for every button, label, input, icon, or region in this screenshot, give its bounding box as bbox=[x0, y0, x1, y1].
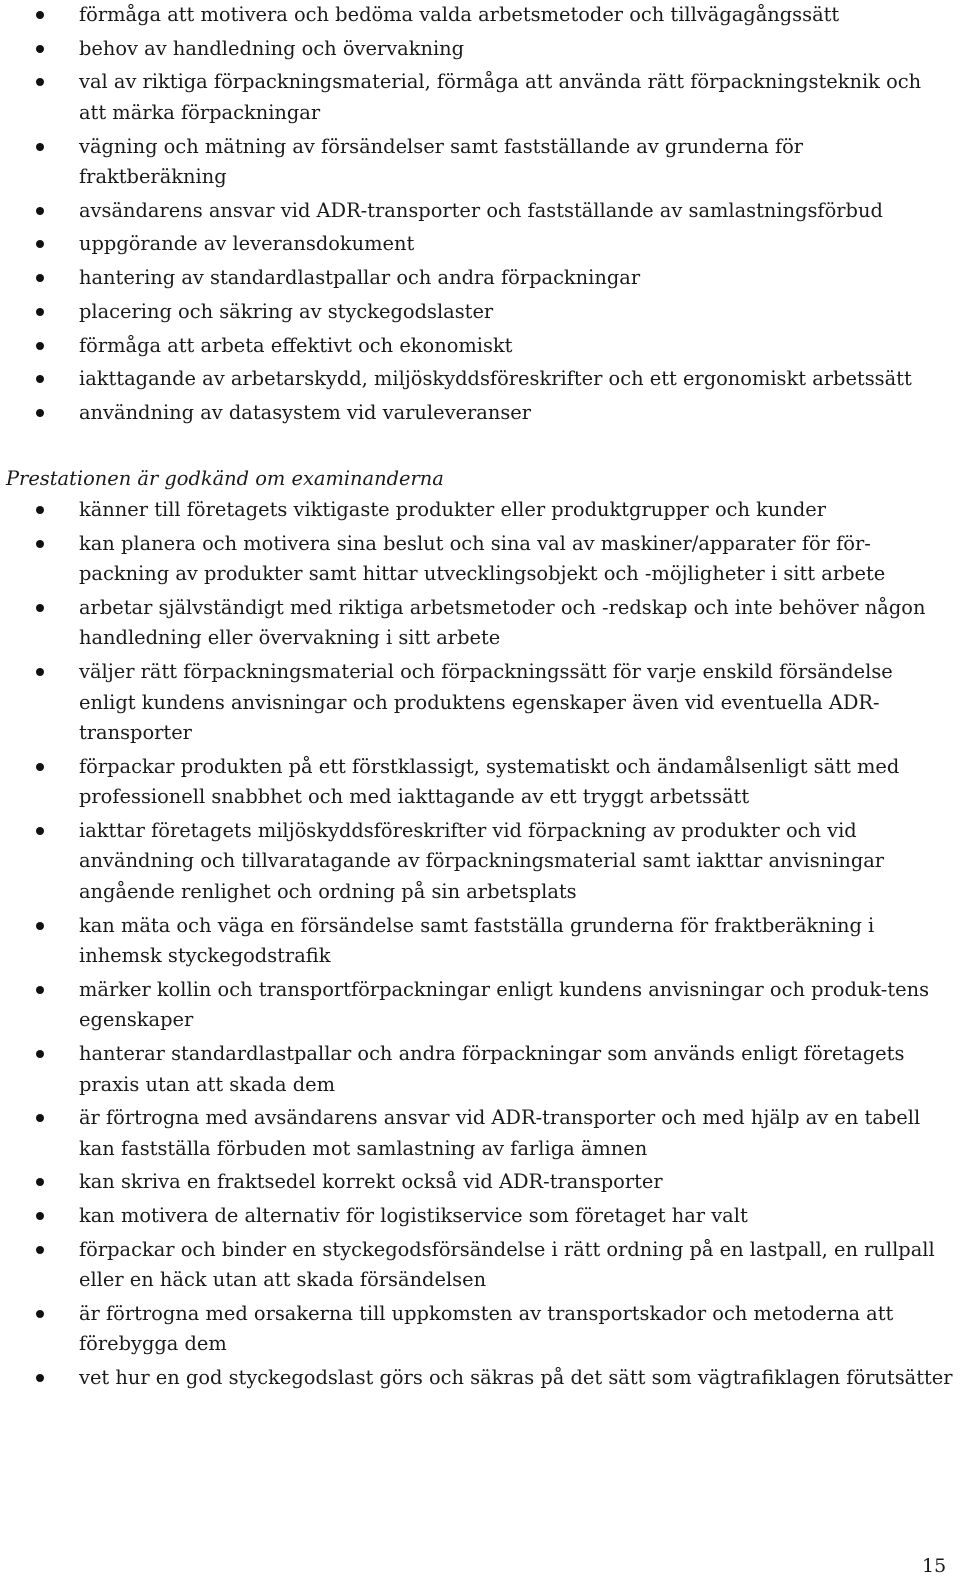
list-item: är förtrogna med orsakerna till uppkomsten av transportskador och metoderna att förebygga dem bbox=[0, 1299, 960, 1360]
list-item: arbetar självständigt med riktiga arbetsmetoder och -redskap och inte behöver någon handledning eller övervakning i sitt arbete bbox=[0, 593, 960, 654]
list-item: märker kollin och transportförpackningar enligt kundens anvisningar och produk-tens egenskaper bbox=[0, 975, 960, 1036]
list-item: känner till företagets viktigaste produkter eller produktgrupper och kunder bbox=[0, 495, 960, 526]
list-item: kan mäta och väga en försändelse samt fastställa grunderna för fraktberäkning i inhemsk styckegodstrafik bbox=[0, 911, 960, 972]
list-item: hantering av standardlastpallar och andra förpackningar bbox=[0, 263, 960, 294]
list-item: förpackar produkten på ett förstklassigt, systematiskt och ändamålsenligt sätt med professionell snabbhet och med iakttagande av ett tryggt arbetssätt bbox=[0, 752, 960, 813]
page-number: 15 bbox=[922, 1555, 947, 1577]
list-item: placering och säkring av styckegodslaster bbox=[0, 297, 960, 328]
list-item: uppgörande av leveransdokument bbox=[0, 229, 960, 260]
list-item: förmåga att arbeta effektivt och ekonomiskt bbox=[0, 331, 960, 362]
list-item: kan motivera de alternativ för logistikservice som företaget har valt bbox=[0, 1201, 960, 1232]
top-bullet-list bbox=[0, 0, 960, 432]
list-item: behov av handledning och övervakning bbox=[0, 34, 960, 65]
list-item: är förtrogna med avsändarens ansvar vid ADR-transporter och med hjälp av en tabell kan fastställa förbuden mot samlastning av farliga ämnen bbox=[0, 1103, 960, 1164]
list-item: kan planera och motivera sina beslut och sina val av maskiner/apparater för för-packning av produkter samt hittar utvecklingsobjekt och -möjligheter i sitt arbete bbox=[0, 529, 960, 590]
list-item: avsändarens ansvar vid ADR-transporter och fastställande av samlastningsförbud bbox=[0, 196, 960, 227]
list-item: vägning och mätning av försändelser samt fastställande av grunderna för fraktberäkning bbox=[0, 132, 960, 193]
list-item: iakttar företagets miljöskyddsföreskrifter vid förpackning av produkter och vid användning och tillvaratagande av förpackningsmaterial samt iakttar anvisningar angående renlighet och ordning på sin arbetsplats bbox=[0, 816, 960, 908]
list-item: val av riktiga förpackningsmaterial, förmåga att använda rätt förpackningsteknik och att märka förpackningar bbox=[0, 67, 960, 128]
list-item: kan skriva en fraktsedel korrekt också vid ADR-transporter bbox=[0, 1167, 960, 1198]
list-item: användning av datasystem vid varuleveranser bbox=[0, 398, 960, 429]
list-item: hanterar standardlastpallar och andra förpackningar som används enligt företagets praxis utan att skada dem bbox=[0, 1039, 960, 1100]
list-item: förmåga att motivera och bedöma valda arbetsmetoder och tillvägagångssätt bbox=[0, 0, 960, 31]
list-item: iakttagande av arbetarskydd, miljöskyddsföreskrifter och ett ergonomiskt arbetssätt bbox=[0, 364, 960, 395]
section-heading: Prestationen är godkänd om examinanderna bbox=[6, 467, 444, 490]
list-item: förpackar och binder en styckegodsförsändelse i rätt ordning på en lastpall, en rullpall eller en häck utan att skada försändelsen bbox=[0, 1235, 960, 1296]
list-item: vet hur en god styckegodslast görs och säkras på det sätt som vägtrafiklagen förutsätter bbox=[0, 1363, 960, 1394]
list-item: väljer rätt förpackningsmaterial och förpackningssätt för varje enskild försändelse enligt kundens anvisningar och produktens egenskaper även vid eventuella ADR-transporter bbox=[0, 657, 960, 749]
criteria-bullet-list bbox=[0, 495, 960, 1397]
